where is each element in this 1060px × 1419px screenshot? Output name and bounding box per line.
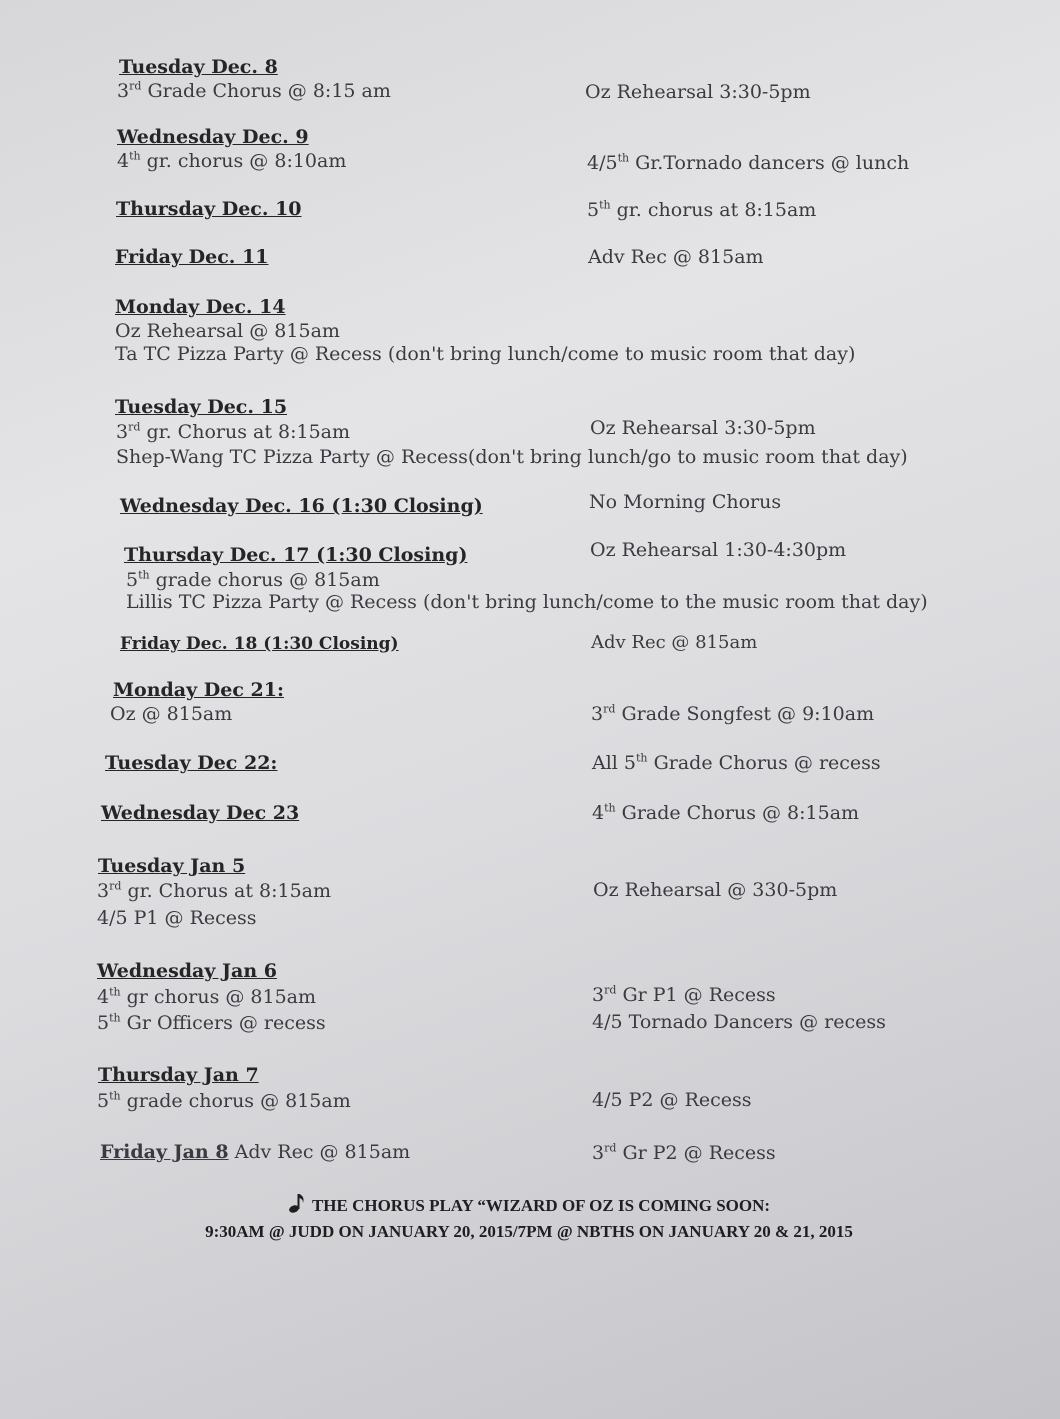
left-item: 5th Gr Officers @ recess: [97, 1011, 326, 1034]
left-item: 3rd Grade Chorus @ 8:15 am: [117, 79, 391, 102]
left-item: 4th gr chorus @ 815am: [97, 985, 317, 1008]
entry-date: Tuesday Dec. 8: [119, 56, 278, 78]
entry-dec-9: [117, 126, 309, 148]
left-item: Ta TC Pizza Party @ Recess (don't bring lunch/come to music room that day): [115, 343, 856, 365]
entry-date: Wednesday Dec. 9: [117, 126, 309, 148]
left-item: 3rd gr. Chorus at 8:15am: [116, 420, 351, 443]
announcement: [114, 1192, 944, 1245]
entry-date: Friday Jan 8: [100, 1141, 229, 1163]
entry-date: Tuesday Jan 5: [98, 855, 246, 877]
left-item: Oz @ 815am: [110, 703, 233, 725]
entry-dec-22: [105, 752, 277, 774]
entry-date: Wednesday Dec 23: [101, 802, 300, 824]
entry-dec-11: [115, 246, 268, 268]
right-item: 4th Grade Chorus @ 8:15am: [592, 801, 860, 824]
entry-jan-6: [97, 960, 277, 982]
right-item: 3rd Grade Songfest @ 9:10am: [591, 702, 875, 725]
left-item: 5th grade chorus @ 815am: [126, 568, 380, 591]
entry-jan-8: [100, 1141, 410, 1163]
right-item: 3rd Gr P1 @ Recess: [592, 983, 776, 1006]
right-item: Adv Rec @ 815am: [591, 632, 758, 653]
entry-date: Thursday Jan 7: [98, 1064, 259, 1086]
entry-date: Thursday Dec. 17 (1:30 Closing): [124, 544, 468, 566]
entry-dec-8: [119, 56, 278, 78]
entry-date: Monday Dec. 14: [115, 296, 286, 318]
left-item: Shep-Wang TC Pizza Party @ Recess(don't bring lunch/go to music room that day): [116, 446, 908, 468]
right-item: 3rd Gr P2 @ Recess: [592, 1141, 776, 1164]
right-item: 4/5th Gr.Tornado dancers @ lunch: [587, 151, 910, 174]
entry-date: Tuesday Dec 22:: [105, 752, 278, 774]
entry-dec-21: [113, 679, 284, 701]
left-item: Lillis TC Pizza Party @ Recess (don't bring lunch/come to the music room that day): [126, 591, 928, 613]
entry-dec-10: [116, 198, 302, 220]
entry-dec-23: [101, 802, 299, 824]
right-item: No Morning Chorus: [589, 491, 782, 513]
entry-date: Friday Dec. 11: [115, 246, 269, 268]
announcement-line-2: 9:30AM @ JUDD ON JANUARY 20, 2015/7PM @ NBTHS ON JANUARY 20 & 21, 2015: [205, 1222, 853, 1241]
right-item: 4/5 Tornado Dancers @ recess: [592, 1011, 886, 1033]
left-item: 3rd gr. Chorus at 8:15am: [97, 879, 332, 902]
right-item: Oz Rehearsal 1:30-4:30pm: [590, 539, 847, 561]
right-item: Oz Rehearsal @ 330-5pm: [593, 879, 838, 901]
announcement-line-1: THE CHORUS PLAY “WIZARD OF OZ IS COMING SOON:: [311, 1196, 771, 1215]
right-item: All 5th Grade Chorus @ recess: [592, 751, 881, 774]
right-item: 5th gr. chorus at 8:15am: [587, 198, 817, 221]
entry-date: Wednesday Dec. 16 (1:30 Closing): [120, 495, 483, 517]
right-item: Oz Rehearsal 3:30-5pm: [590, 417, 816, 439]
entry-jan-7: [98, 1064, 259, 1086]
right-item: 4/5 P2 @ Recess: [592, 1089, 752, 1111]
right-item: Oz Rehearsal 3:30-5pm: [585, 81, 811, 103]
entry-date: Thursday Dec. 10: [116, 198, 302, 220]
music-note-icon: [288, 1192, 306, 1214]
entry-dec-18: [120, 634, 399, 654]
inline-item: Adv Rec @ 815am: [228, 1141, 411, 1163]
entry-dec-16: [120, 495, 483, 517]
entry-date: Tuesday Dec. 15: [115, 396, 288, 418]
left-item: Oz Rehearsal @ 815am: [115, 320, 340, 342]
entry-date: Friday Dec. 18 (1:30 Closing): [120, 634, 399, 654]
left-item: 5th grade chorus @ 815am: [97, 1089, 351, 1112]
left-item: 4/5 P1 @ Recess: [97, 907, 257, 929]
left-item: 4th gr. chorus @ 8:10am: [117, 149, 347, 172]
entry-dec-17: [124, 544, 467, 566]
entry-date: Monday Dec 21:: [113, 679, 284, 701]
entry-dec-14: [115, 296, 286, 318]
entry-jan-5: [98, 855, 245, 877]
entry-dec-15: [115, 396, 287, 418]
entry-date: Wednesday Jan 6: [97, 960, 277, 982]
right-item: Adv Rec @ 815am: [588, 246, 764, 268]
